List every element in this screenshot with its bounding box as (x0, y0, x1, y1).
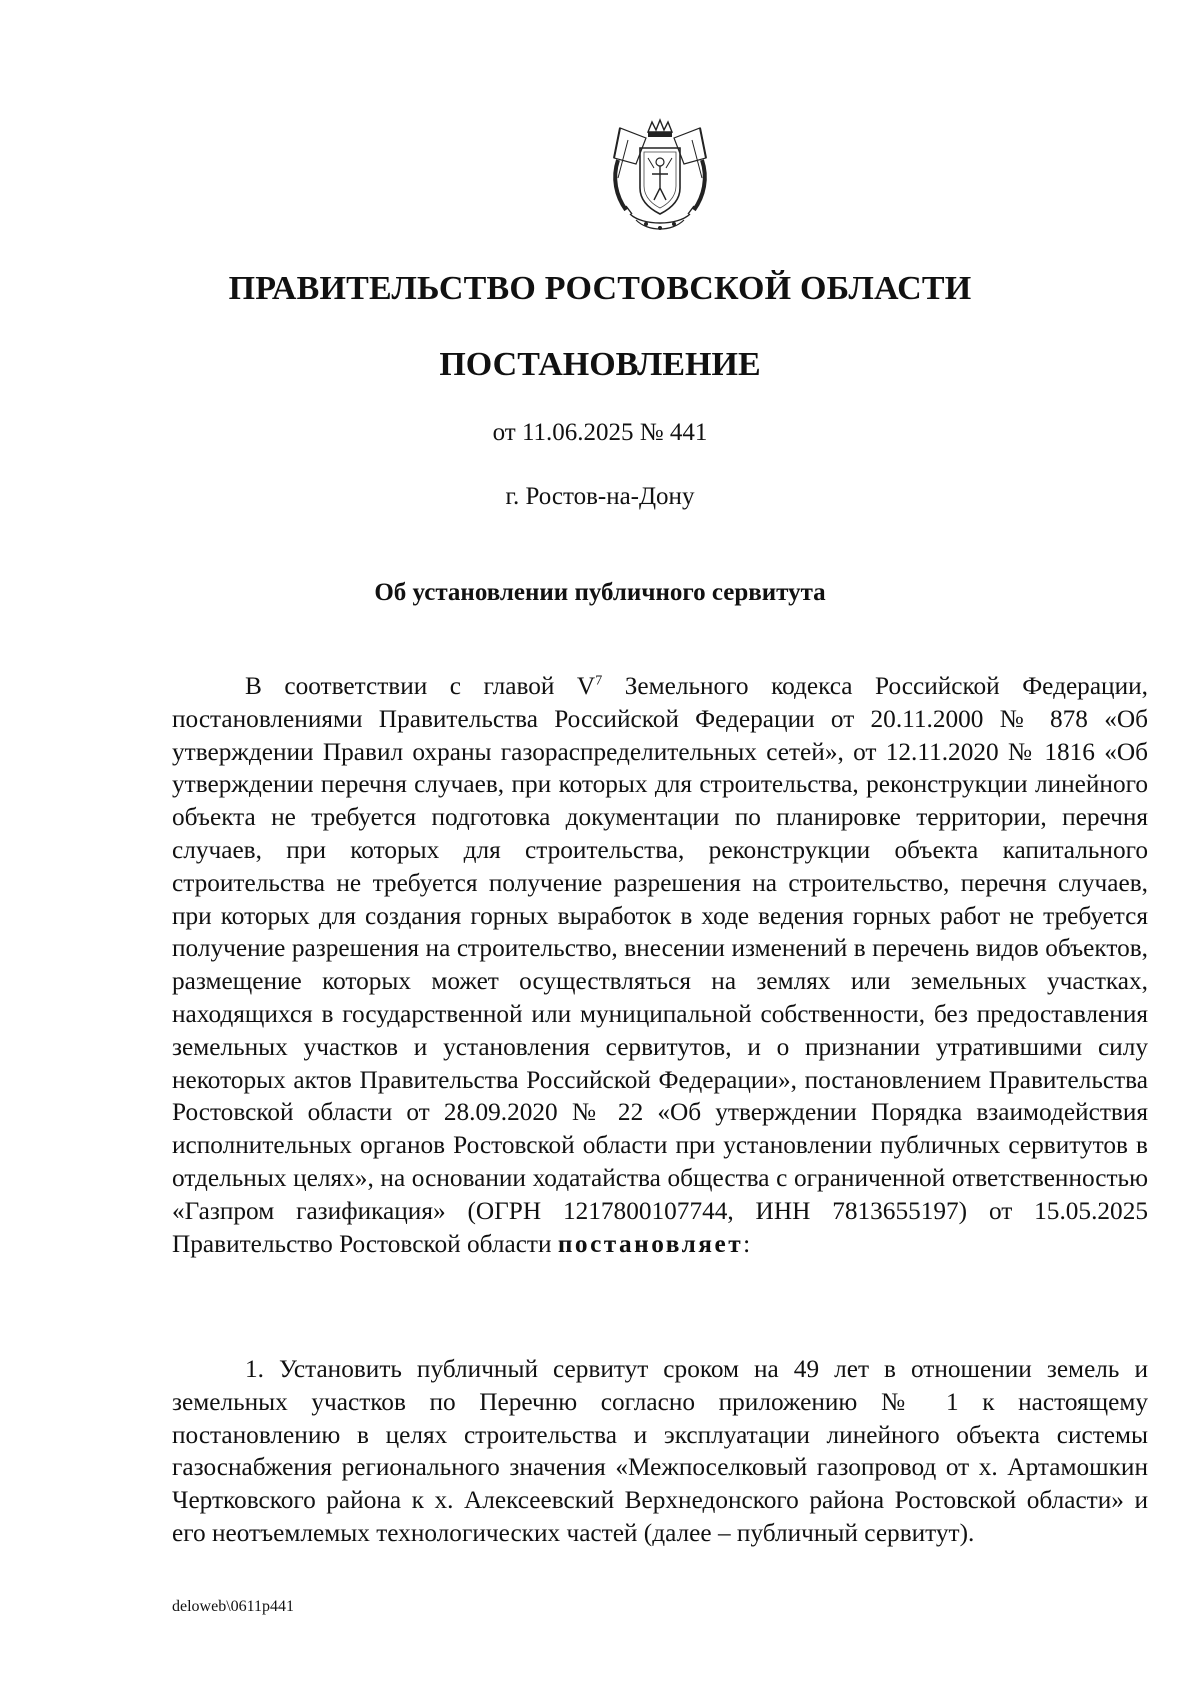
chapter-superscript: 7 (595, 673, 603, 689)
document-subject: Об установлении публичного сервитута (374, 579, 826, 606)
decree-word: постановляет (557, 1229, 744, 1258)
document-date-number: от 11.06.2025 № 441 (492, 419, 708, 446)
file-code-footer: deloweb\0611p441 (172, 1598, 295, 1615)
clause-1-paragraph (172, 1353, 1148, 1550)
preamble-text-start: В соответствии с главой V (245, 672, 596, 700)
organization-title: ПРАВИТЕЛЬСТВО РОСТОВСКОЙ ОБЛАСТИ (228, 270, 972, 307)
coat-of-arms-icon (606, 118, 714, 236)
document-type-heading: ПОСТАНОВЛЕНИЕ (439, 346, 761, 383)
clause-1-text: 1. Установить публичный сервитут сроком на 49 лет в отношении земель и земельных участков по Перечню согласно приложению № 1 к настоящему постановлению в целях строительства и эксплуатации линейного объекта системы газоснабжения регионального значения «Межпоселковый газопровод от х. Артамошкин Чертковского района к х. Алексеевский Верхнедонского района Ростовской области» и его неотъемлемых технологических частей (далее – публичный сервитут). (172, 1355, 1148, 1547)
document-place: г. Ростов-на-Дону (505, 483, 695, 510)
preamble-text-main: Земельного кодекса Российской Федерации, постановлениями Правительства Российской Федерации от 20.11.2000 № 878 «Об утверждении Правил охраны газораспределительных сетей», от 12.11.2020 № 1816 «Об утверждении перечня случаев, при которых для строительства, реконструкции линейного объекта не требуется подготовка документации по планировке территории, перечня случаев, при которых для строительства, реконструкции объекта капитального строительства не требуется получение разрешения на строительство, перечня случаев, при которых для создания горных выработок в ходе ведения горных работ не требуется получение разрешения на строительство, внесении изменений в перечень видов объектов, размещение которых может осуществляться на землях или земельных участках, находящихся в государственной или муниципальной собственности, без предоставления земельных участков и установления сервитутов, и о признании утратившими силу некоторых актов Правительства Российской Федерации», постановлением Правительства Ростовской области от 28.09.2020 № 22 «Об утверждении Порядка взаимодействия исполнительных органов Ростовской области при установлении публичных сервитутов в отдельных целях», на основании ходатайства общества с ограниченной ответственностью «Газпром газификация» (ОГРН 1217800107744, ИНН 7813655197) от 15.05.2025 Правительство Ростовской области (172, 672, 1148, 1258)
preamble-ending: : (743, 1229, 751, 1258)
preamble-paragraph (172, 670, 1148, 1260)
